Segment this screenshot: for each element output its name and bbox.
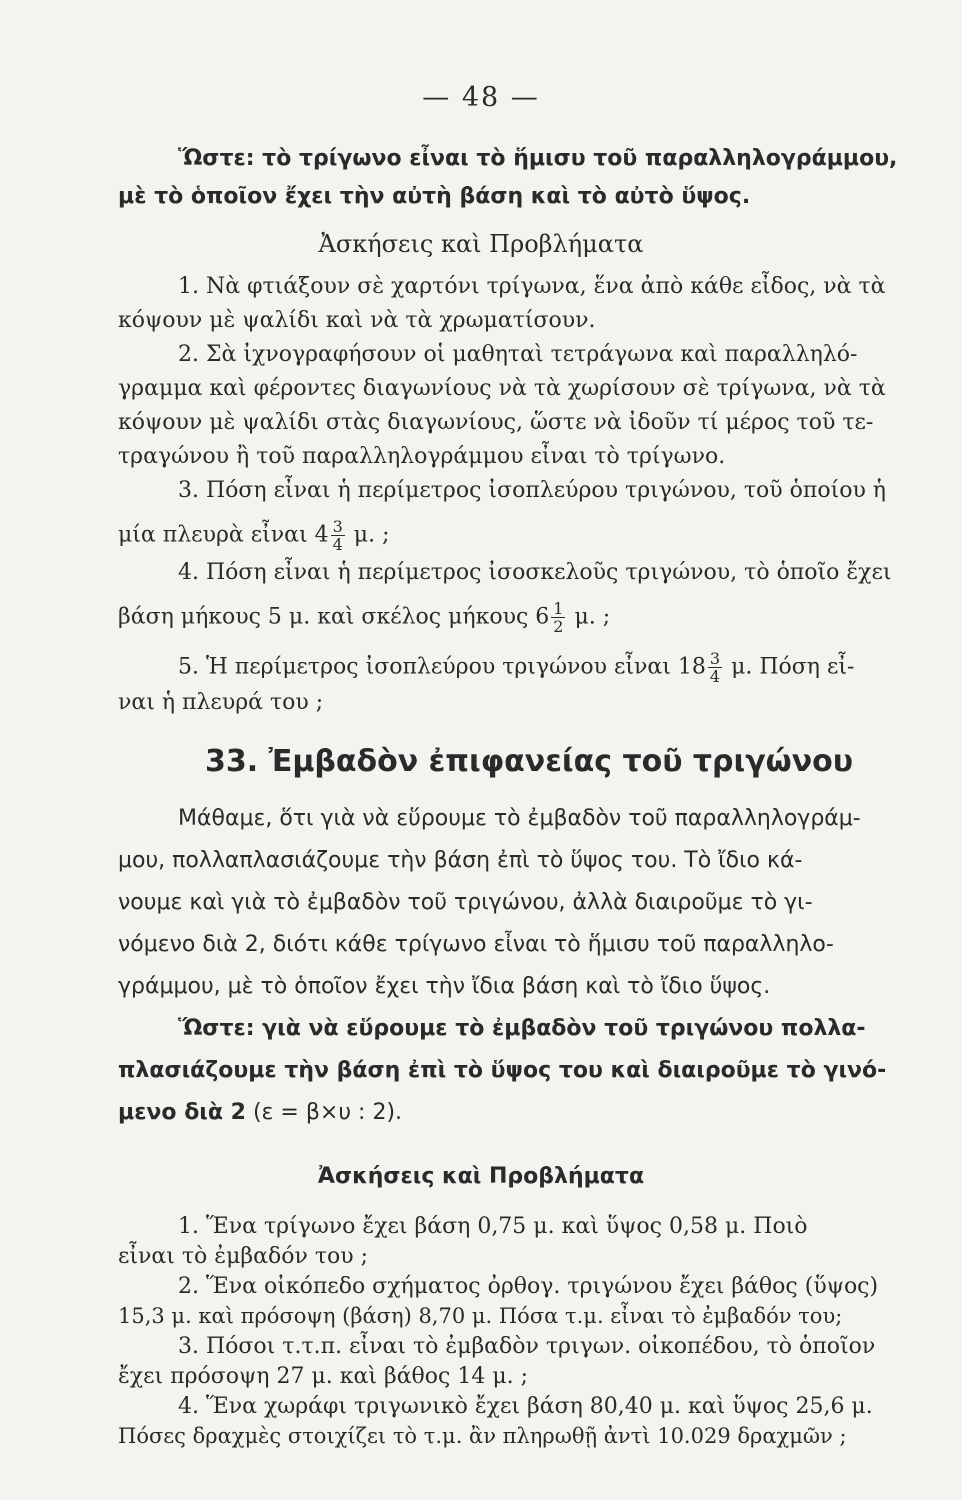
exercise-1-line-2: κόψουν μὲ ψαλίδι καὶ νὰ τὰ χρωματίσουν.	[118, 308, 596, 333]
exercise-3-line-2	[118, 518, 390, 553]
section-line-1: Μάθαμε, ὅτι γιὰ νὰ εὕρουμε τὸ ἐμβαδὸν τοῦ παραλληλογράμ-	[178, 806, 861, 831]
exercise-1-line-1: 1. Νὰ φτιάξουν σὲ χαρτόνι τρίγωνα, ἕνα ἀπὸ κάθε εἶδος, νὰ τὰ	[178, 274, 886, 299]
section-rule-line-3	[118, 1100, 402, 1125]
exercise-2-line-4: τραγώνου ἢ τοῦ παραλληλογράμμου εἶναι τὸ τρίγωνο.	[118, 444, 726, 469]
exercises-title-1: Ἀσκήσεις καὶ Προβλήματα	[318, 230, 644, 258]
exercise-4-line-2	[118, 600, 610, 635]
fraction-numerator: 3	[709, 649, 721, 668]
exercise2-3-line-1: 3. Πόσοι τ.τ.π. εἶναι τὸ ἐμβαδὸν τριγων. οἰκοπέδου, τὸ ὁποῖον	[178, 1334, 876, 1359]
exercise2-4-line-1: 4. Ἕνα χωράφι τριγωνικὸ ἔχει βάση 80,40 μ. καὶ ὕψος 25,6 μ.	[178, 1394, 873, 1419]
intro-line-1: Ὥστε: τὸ τρίγωνο εἶναι τὸ ἥμισυ τοῦ παραλληλογράμμου,	[178, 146, 898, 171]
fraction-one-half	[551, 600, 565, 635]
section-line-4: νόμενο διὰ 2, διότι κάθε τρίγωνο εἶναι τὸ ἥμισυ τοῦ παραλληλο-	[118, 932, 834, 957]
fraction-denominator: 4	[709, 667, 721, 686]
exercise-5-text-a: 5. Ἡ περίμετρος ἰσοπλεύρου τριγώνου εἶναι 18	[178, 654, 706, 680]
exercise2-4-line-2: Πόσες δραχμὲς στοιχίζει τὸ τ.μ. ἂν πληρωθῇ ἀντὶ 10.029 δραχμῶν ;	[118, 1424, 847, 1448]
exercise-3-text-b: μ. ;	[353, 522, 390, 548]
section-rule-bold: μενο διὰ 2	[118, 1100, 246, 1125]
exercise-2-line-2: γραμμα καὶ φέροντες διαγωνίους νὰ τὰ χωρίσουν σὲ τρίγωνα, νὰ τὰ	[118, 376, 886, 401]
fraction-numerator: 3	[332, 517, 343, 536]
intro-line-2: μὲ τὸ ὁποῖον ἔχει τὴν αὐτὴ βάση καὶ τὸ αὐτὸ ὕψος.	[118, 184, 751, 209]
fraction-denominator: 4	[332, 535, 343, 554]
section-rule-line-1: Ὥστε: γιὰ νὰ εὕρουμε τὸ ἐμβαδὸν τοῦ τριγώνου πολλα-	[178, 1016, 866, 1041]
section-heading: 33. Ἐμβαδὸν ἐπιφανείας τοῦ τριγώνου	[205, 744, 854, 779]
section-line-3: νουμε καὶ γιὰ τὸ ἐμβαδὸν τοῦ τριγώνου, ἀλλὰ διαιροῦμε τὸ γι-	[118, 890, 813, 915]
exercise-4-line-1: 4. Πόση εἶναι ἡ περίμετρος ἰσοσκελοῦς τριγώνου, τὸ ὁποῖο ἔχει	[178, 560, 892, 585]
exercises-title-2: Ἀσκήσεις καὶ Προβλήματα	[317, 1164, 645, 1189]
section-rule-line-2: πλασιάζουμε τὴν βάση ἐπὶ τὸ ὕψος του καὶ διαιροῦμε τὸ γινό-	[118, 1058, 887, 1083]
exercise-2-line-1: 2. Σὰ ἰχνογραφήσουν οἱ μαθηταὶ τετράγωνα καὶ παραλληλό-	[178, 342, 858, 367]
exercise2-1-line-2: εἶναι τὸ ἐμβαδόν του ;	[118, 1244, 369, 1269]
fraction-denominator: 2	[553, 617, 564, 636]
exercise2-2-line-1: 2. Ἕνα οἰκόπεδο σχήματος ὀρθογ. τριγώνου ἔχει βάθος (ὕψος)	[178, 1274, 879, 1299]
fraction-numerator: 1	[553, 599, 564, 618]
exercise-4-text-a: βάση μήκους 5 μ. καὶ σκέλος μήκους 6	[118, 604, 550, 630]
exercise-5-text-b: μ. Πόση εἶ-	[731, 654, 855, 680]
exercise2-1-line-1: 1. Ἕνα τρίγωνο ἔχει βάση 0,75 μ. καὶ ὕψος 0,58 μ. Ποιὸ	[178, 1214, 808, 1239]
fraction-three-quarters	[708, 650, 722, 685]
exercise2-2-line-2: 15,3 μ. καὶ πρόσοψη (βάση) 8,70 μ. Πόσα τ.μ. εἶναι τὸ ἐμβαδόν του;	[118, 1304, 843, 1328]
exercise2-3-line-2: ἔχει πρόσοψη 27 μ. καὶ βάθος 14 μ. ;	[118, 1364, 529, 1389]
page-number: — 48 —	[422, 82, 540, 113]
section-formula: (ε = β×υ : 2).	[245, 1100, 403, 1125]
exercise-3-line-1: 3. Πόση εἶναι ἡ περίμετρος ἰσοπλεύρου τριγώνου, τοῦ ὁποίου ἡ	[178, 478, 886, 503]
exercise-4-text-b: μ. ;	[574, 604, 611, 630]
section-line-5: γράμμου, μὲ τὸ ὁποῖον ἔχει τὴν ἴδια βάση καὶ τὸ ἴδιο ὕψος.	[118, 974, 771, 999]
exercise-5-line-2: ναι ἡ πλευρά του ;	[118, 690, 324, 715]
exercise-2-line-3: κόψουν μὲ ψαλίδι στὰς διαγωνίους, ὥστε νὰ ἰδοῦν τί μέρος τοῦ τε-	[118, 410, 874, 435]
section-line-2: μου, πολλαπλασιάζουμε τὴν βάση ἐπὶ τὸ ὕψος του. Τὸ ἴδιο κά-	[118, 848, 803, 873]
fraction-three-quarters	[331, 518, 345, 553]
exercise-3-text-a: μία πλευρὰ εἶναι 4	[118, 522, 329, 548]
exercise-5-line-1	[178, 650, 854, 685]
